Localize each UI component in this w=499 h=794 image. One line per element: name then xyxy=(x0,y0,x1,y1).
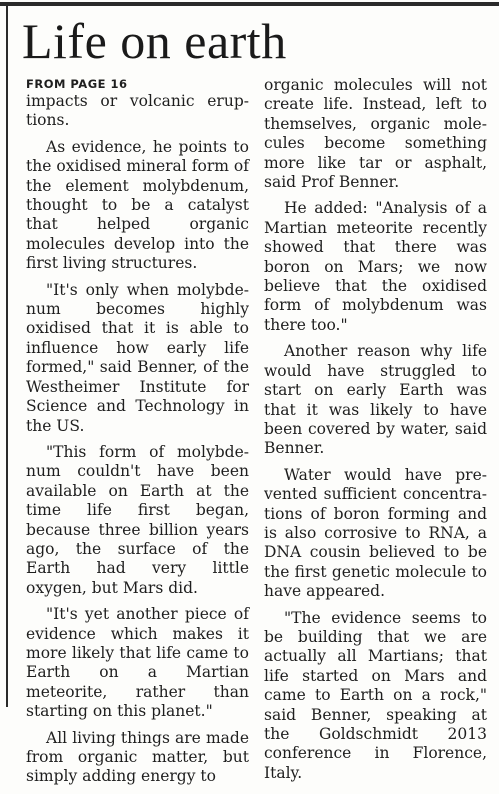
paragraph: As evidence, he points to the oxidised mineral form of the element molybdenum, thought to be a catalyst that helped organic molecules develop into the first living structures. xyxy=(26,137,249,273)
paragraph: All living things are made from organic matter, but simply adding energy to xyxy=(26,728,249,786)
continued-from-kicker: FROM PAGE 16 xyxy=(26,77,128,91)
paragraph: impacts or volcanic eruptions. xyxy=(26,92,249,130)
top-rule xyxy=(0,2,499,6)
paragraph: "It's only when molybdenum becomes highly oxidised that it is able to influence how early life formed," said Benner, of the Westheimer Institute for Science and Technology in the US. xyxy=(26,280,249,435)
paragraph: He added: "Analysis of a Martian meteorite recently showed that there was boron on Mars; we now believe that the oxidised form of molybdenum was there too." xyxy=(264,199,487,334)
paragraph: "The evidence seems to be building that we are actually all Martians; that life started on Mars and came to Earth on a rock," said Benner, speaking at the Goldschmidt 2013 conference in Florence, Italy. xyxy=(264,608,487,782)
paragraph: Water would have prevented sufficient concentrations of boron forming and is also corrosive to RNA, a DNA cousin believed to be the first genetic molecule to have appeared. xyxy=(264,465,487,601)
article-column-right xyxy=(264,76,487,790)
left-column-rule xyxy=(6,6,8,707)
article-column-left xyxy=(26,76,249,794)
paragraph: Another reason why life would have struggled to start on early Earth was that it was likely to have been covered by water, said Benner. xyxy=(264,342,487,458)
paragraph: "This form of molybdenum couldn't have been available on Earth at the time life first began, because three billion years ago, the surface of the Earth had very little oxygen, but Mars did. xyxy=(26,442,249,597)
headline: Life on earth xyxy=(22,13,287,69)
paragraph: "It's yet another piece of evidence which makes it more likely that life came to Earth on a Martian meteorite, rather than starting on this planet." xyxy=(26,605,249,721)
paragraph: organic molecules will not create life. Instead, left to themselves, organic molecules become something more like tar or asphalt, said Prof Benner. xyxy=(264,76,487,192)
